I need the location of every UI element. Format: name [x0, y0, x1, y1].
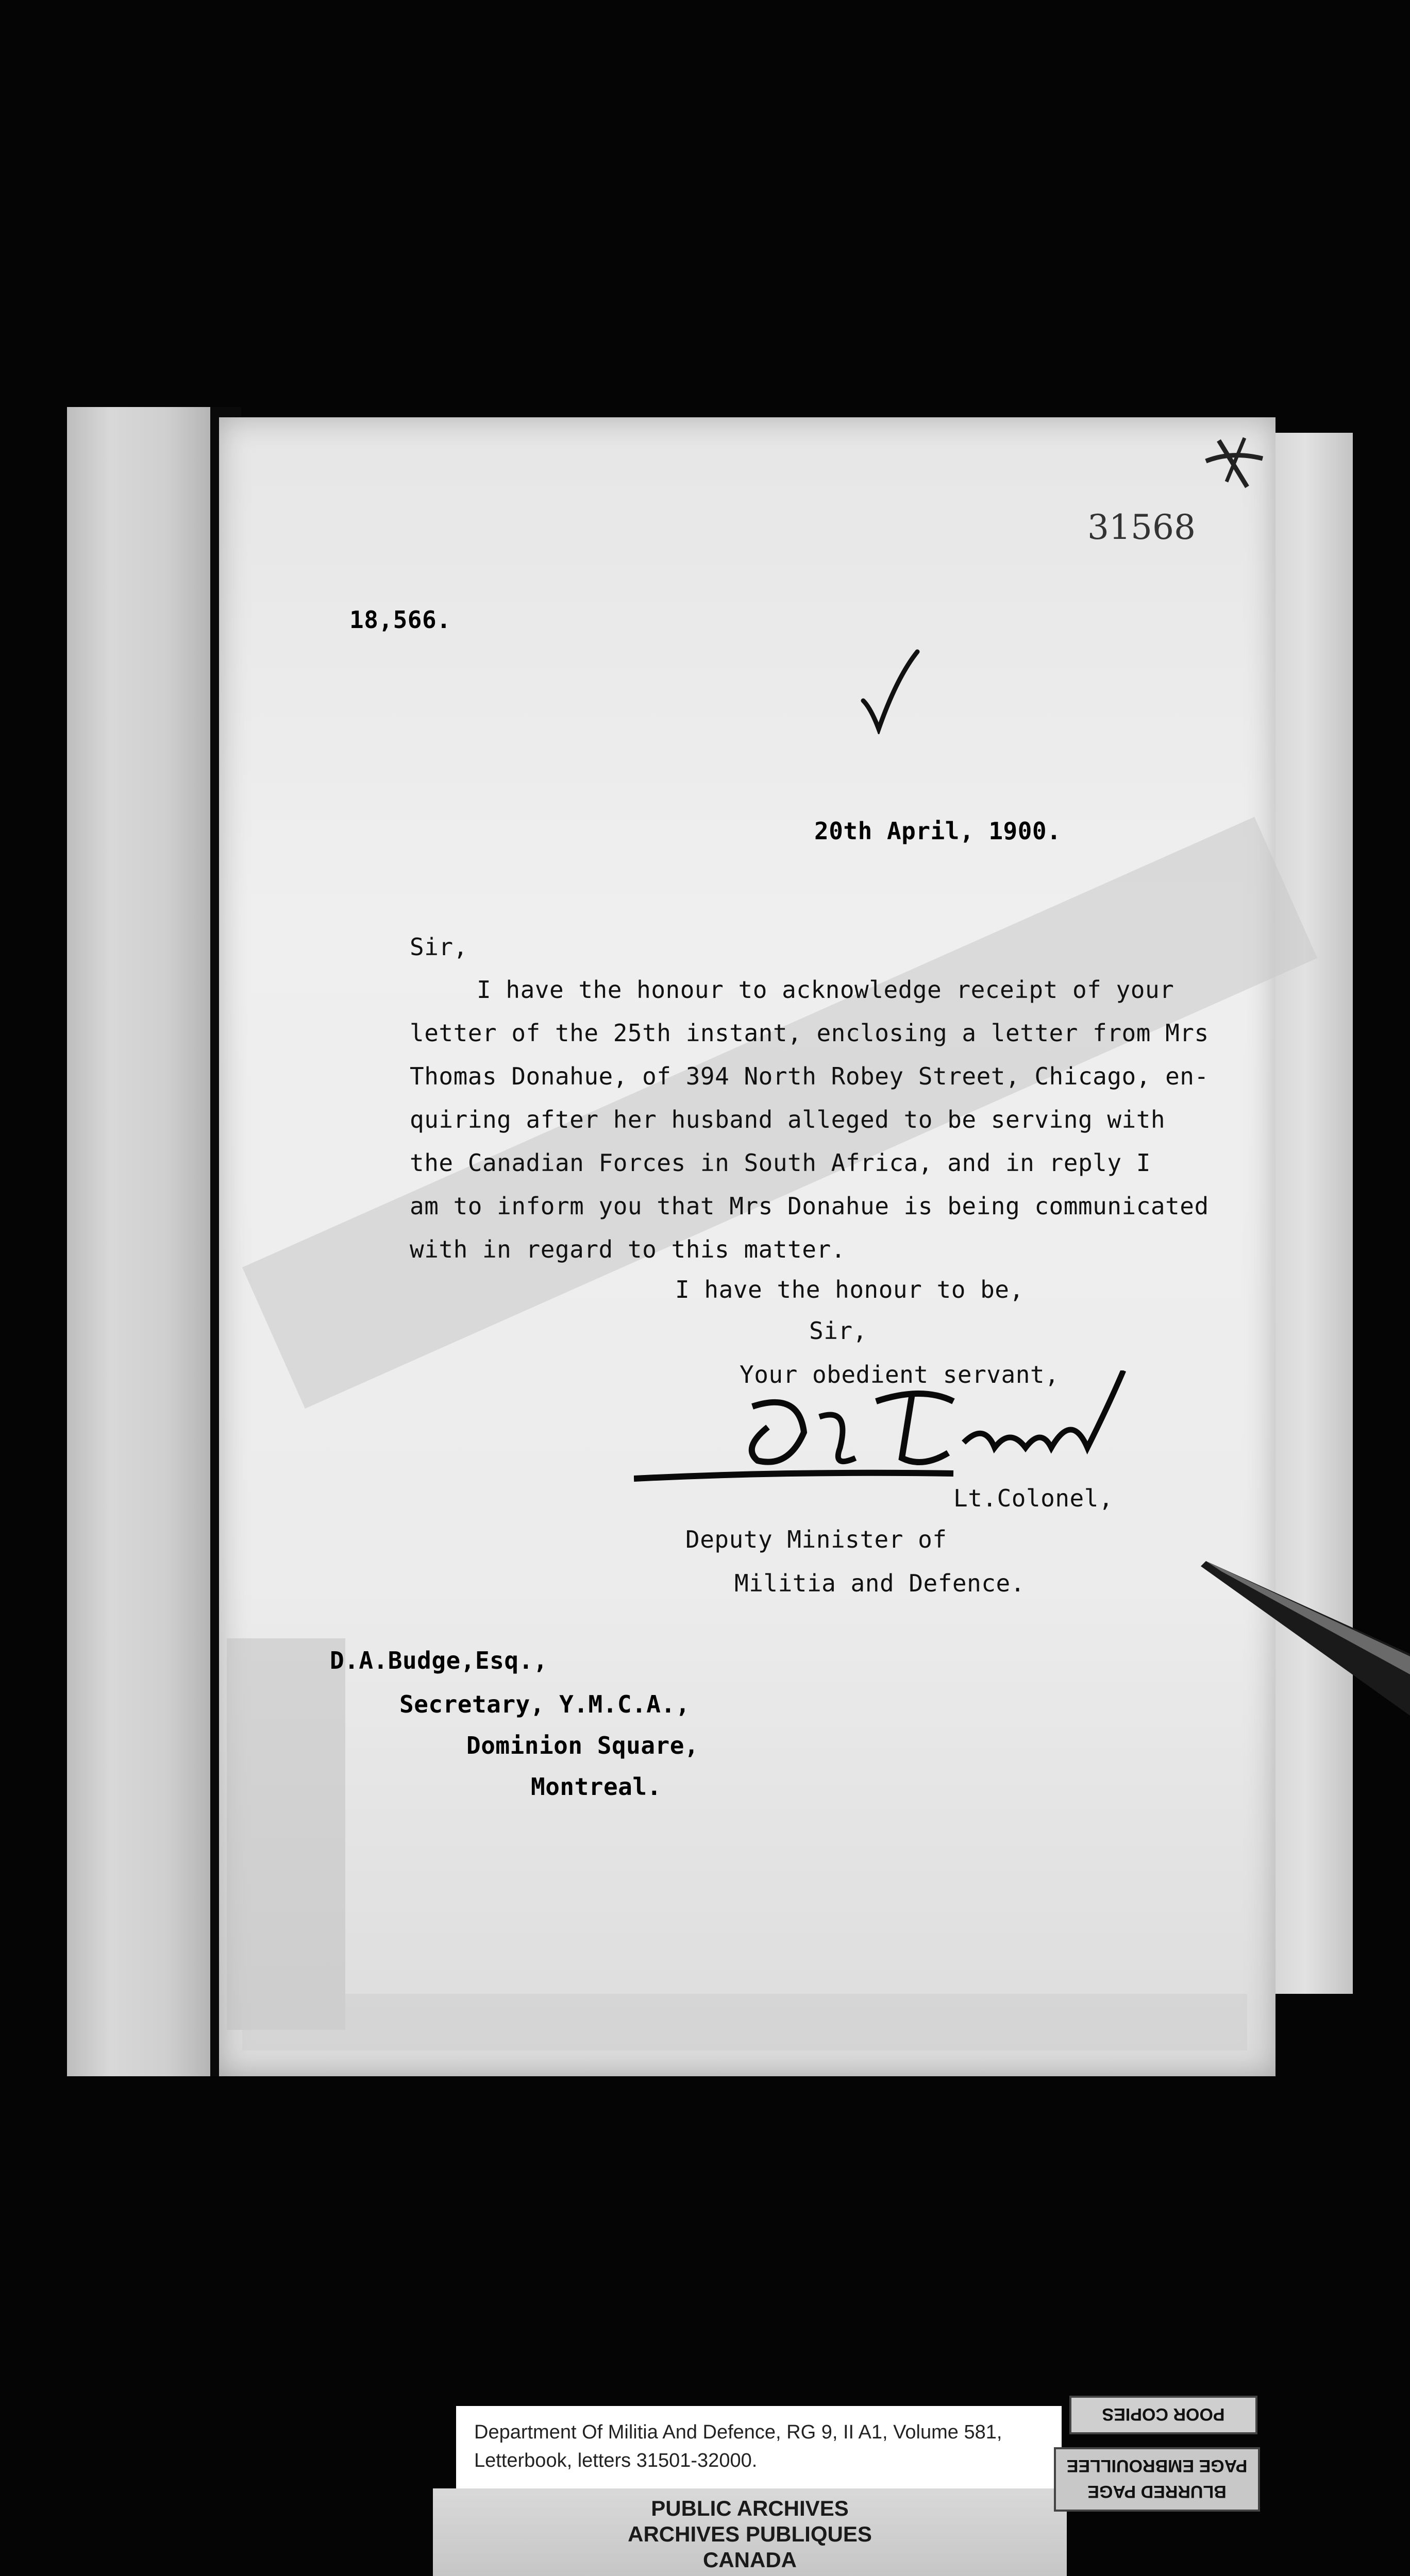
recipient-line-4: Montreal. [531, 1773, 662, 1801]
blurred-page-line-2: PAGE EMBROUILLEE [1066, 2456, 1248, 2476]
signatory-rank: Lt.Colonel, [953, 1484, 1114, 1512]
public-archives-line-1: PUBLIC ARCHIVES [651, 2496, 849, 2520]
poor-copies-stamp [1069, 2396, 1257, 2434]
closing-line-1: I have the honour to be, [675, 1276, 1024, 1303]
adjacent-left-sheet [67, 407, 210, 2076]
signatory-title-1: Deputy Minister of [685, 1526, 947, 1553]
recipient-line-3: Dominion Square, [466, 1732, 699, 1759]
recipient-line-2: Secretary, Y.M.C.A., [399, 1690, 690, 1718]
body-line-3: Thomas Donahue, of 394 North Robey Street, Chicago, en- [410, 1062, 1209, 1090]
page-number: 31568 [1087, 507, 1196, 547]
archive-reference-line-1: Department Of Militia And Defence, RG 9, II A1, Volume 581, [474, 2421, 1002, 2443]
pencil-mark-icon [1196, 430, 1268, 497]
public-archives-line-3: CANADA [703, 2548, 797, 2572]
file-number: 18,566. [349, 606, 451, 634]
check-mark-icon [855, 647, 922, 734]
body-line-7: with in regard to this matter. [410, 1235, 846, 1263]
body-line-4: quiring after her husband alleged to be serving with [410, 1106, 1166, 1133]
body-line-1: I have the honour to acknowledge receipt of your [477, 976, 1174, 1004]
body-line-6: am to inform you that Mrs Donahue is being communicated [410, 1192, 1209, 1220]
body-line-2: letter of the 25th instant, enclosing a letter from Mrs [410, 1019, 1209, 1047]
recipient-line-1: D.A.Budge,Esq., [330, 1647, 548, 1674]
archive-reference-line-2: Letterbook, letters 31501-32000. [474, 2450, 758, 2471]
public-archives-line-2: ARCHIVES PUBLIQUES [628, 2522, 872, 2546]
archive-reference-label [456, 2406, 1062, 2488]
salutation: Sir, [410, 933, 468, 961]
blurred-page-stamp [1054, 2447, 1260, 2512]
body-line-5: the Canadian Forces in South Africa, and in reply I [410, 1149, 1151, 1177]
blurred-page-line-1: BLURRED PAGE [1087, 2482, 1227, 2501]
pen-icon [1201, 1551, 1410, 1721]
closing-line-2: Sir, [809, 1317, 867, 1345]
letter-date: 20th April, 1900. [814, 817, 1062, 845]
closing-line-3: Your obedient servant, [740, 1361, 1060, 1388]
poor-copies-text: POOR COPIES [1102, 2404, 1225, 2424]
tape-strip-left [227, 1638, 345, 2030]
signatory-title-2: Militia and Defence. [734, 1569, 1025, 1597]
public-archives-stamp [433, 2488, 1067, 2576]
tape-strip-bottom [242, 1994, 1247, 2050]
